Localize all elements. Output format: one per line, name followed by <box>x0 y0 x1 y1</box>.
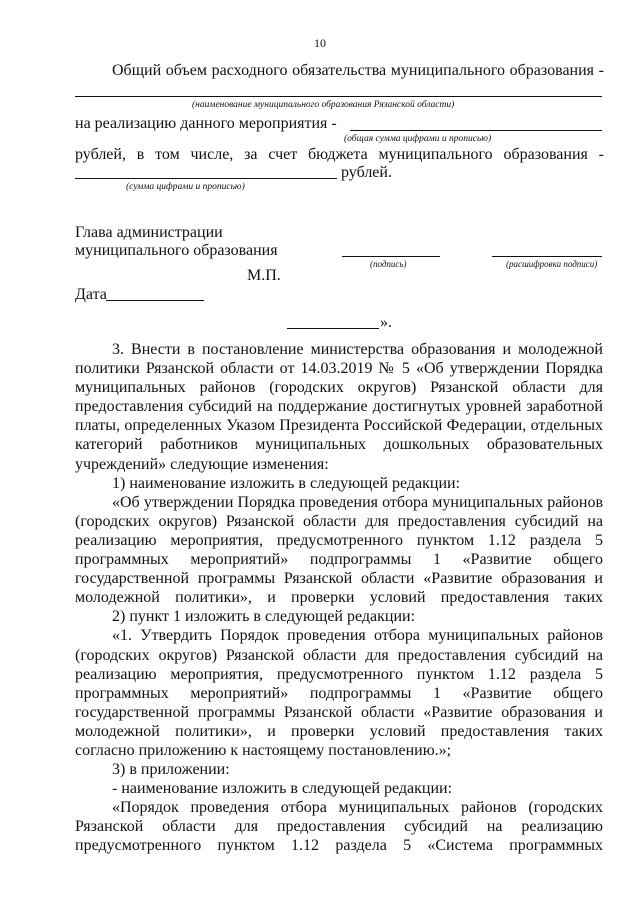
caption-municipal-amount: (сумма цифрами и прописью) <box>126 182 245 192</box>
closing-quote: ». <box>380 314 392 331</box>
caption-signature-decode: (расшифровка подписи) <box>506 259 598 269</box>
body-line: реализацию мероприятия, предусмотренного пунктом 1.12 раздела 5 <box>75 531 603 549</box>
body-line: молодежной политики», и проверки условий предоставления таких <box>75 722 603 740</box>
form-line-municipal-budget: рублей, в том числе, за счет бюджета муниципального образования - <box>75 146 604 163</box>
body-line: Рязанской области для предоставления субсидий на реализацию <box>75 818 603 836</box>
body-line: предусмотренного пунктом 1.12 раздела 5 «Система программных <box>75 837 603 855</box>
body-line: учреждений» следующие изменения: <box>75 455 329 473</box>
head-title-line1: Глава администрации <box>75 224 223 241</box>
form-line-total-obligation: Общий объем расходного обязательства муниципального образования - <box>112 62 604 79</box>
body-line: (городских округов) Рязанской области для предоставления субсидий на <box>75 646 603 664</box>
body-line: молодежной политики», и проверки условий предоставления таких <box>75 589 603 607</box>
form-line-event-total: на реализацию данного мероприятия - <box>75 115 337 132</box>
body-line: - наименование изложить в следующей редакции: <box>112 780 453 798</box>
body-line: согласно приложению к настоящему постановлению.»; <box>75 741 452 759</box>
body-line: категорий работников муниципальных дошкольных образовательных <box>75 436 603 454</box>
form-rubles-suffix: рублей. <box>341 164 392 181</box>
blank-date <box>106 300 204 301</box>
body-line: 1) наименование изложить в следующей редакции: <box>112 474 461 492</box>
body-line: реализацию мероприятия, предусмотренного пунктом 1.12 раздела 5 <box>75 665 603 683</box>
body-line: 3. Внести в постановление министерства образования и молодежной <box>112 341 603 358</box>
blank-signature <box>342 256 440 257</box>
caption-signature: (подпись) <box>370 259 407 269</box>
amendment-body <box>75 340 603 856</box>
body-line: государственной программы Рязанской области «Развитие образования и <box>75 703 603 721</box>
body-line: «1. Утвердить Порядок проведения отбора муниципальных районов <box>112 627 603 645</box>
body-line: политики Рязанской области от 14.03.2019 № 5 «Об утверждении Порядка <box>75 360 603 378</box>
body-line: 2) пункт 1 изложить в следующей редакции: <box>112 608 416 626</box>
blank-municipality-name <box>75 96 602 97</box>
body-line: программных мероприятий» подпрограммы 1 «Развитие общего <box>75 684 603 702</box>
body-line: «Порядок проведения отбора муниципальных районов (городских <box>112 799 603 817</box>
body-line: (городских округов) Рязанской области для предоставления субсидий на <box>75 512 603 530</box>
caption-municipality-name: (наименование муниципального образования Рязанской области) <box>192 100 455 110</box>
body-line: программных мероприятий» подпрограммы 1 «Развитие общего <box>75 551 603 569</box>
body-line: муниципальных районов (городских округов) Рязанской области для <box>75 379 603 397</box>
stamp-mark: М.П. <box>247 267 281 284</box>
body-line: 3) в приложении: <box>112 761 230 779</box>
blank-signature-decode <box>492 256 602 257</box>
body-line: «Об утверждении Порядка проведения отбора муниципальных районов <box>112 493 603 511</box>
body-line: предоставления субсидий на поддержание достигнутых уровней заработной <box>75 398 603 416</box>
head-title-line2: муниципального образования <box>75 242 278 259</box>
caption-total-amount: (общая сумма цифрами и прописью) <box>344 134 492 144</box>
blank-closing <box>287 328 379 329</box>
page-number: 10 <box>314 36 326 50</box>
blank-municipal-amount <box>75 178 337 179</box>
body-line: государственной программы Рязанской области «Развитие образования и <box>75 570 603 588</box>
blank-total-amount <box>350 130 602 131</box>
body-line: платы, определенных Указом Президента Российской Федерации, отдельных <box>75 417 603 435</box>
date-label: Дата <box>75 286 107 303</box>
